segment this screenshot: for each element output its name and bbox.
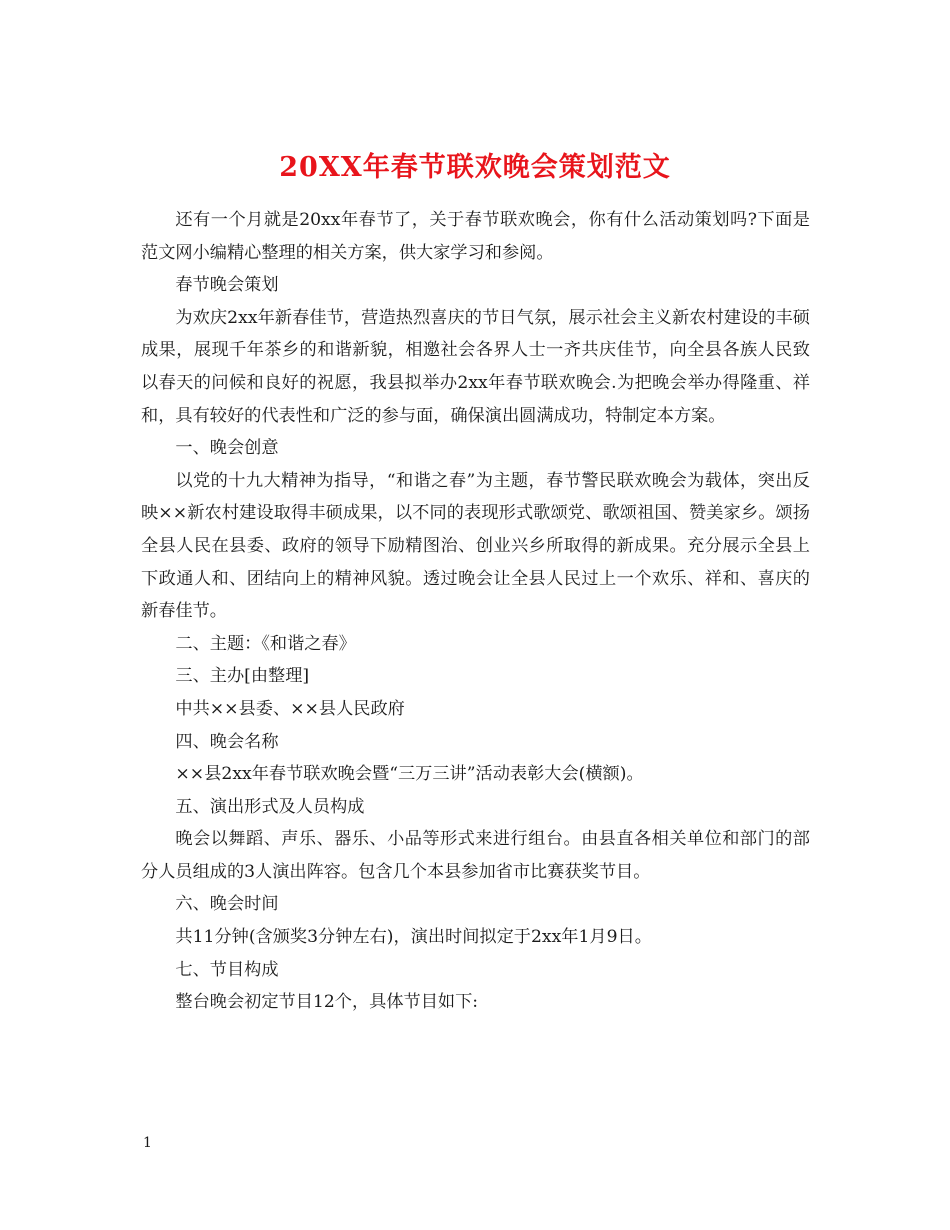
section-heading-host: 三、主办[由整理]	[175, 666, 310, 687]
paragraph-intro: 还有一个月就是20xx年春节了，关于春节联欢晚会，你有什么活动策划吗?下面是范文网小编精心整理的相关方案，供大家学习和参阅。	[141, 210, 810, 263]
section-heading-program: 七、节目构成	[175, 959, 279, 980]
section-heading-format: 五、演出形式及人员构成	[175, 796, 365, 817]
page-number: 1	[143, 1135, 152, 1151]
paragraph-time: 共11分钟(含颁奖3分钟左右)，演出时间拟定于2xx年1月9日。	[175, 927, 652, 948]
section-heading-name: 四、晚会名称	[175, 731, 279, 752]
document-title: 20XX年春节联欢晚会策划范文	[279, 152, 671, 184]
document-body	[141, 204, 810, 1019]
section-heading-time: 六、晚会时间	[175, 894, 279, 915]
paragraph-name: ××县2xx年春节联欢晚会暨“三万三讲”活动表彰大会(横额)。	[175, 764, 644, 785]
section-heading-idea: 一、晚会创意	[175, 438, 279, 459]
paragraph-heading-plan: 春节晚会策划	[175, 275, 279, 296]
paragraph-format: 晚会以舞蹈、声乐、器乐、小品等形式来进行组台。由县直各相关单位和部门的部分人员组成的3人演出阵容。包含几个本县参加省市比赛获奖节目。	[141, 829, 810, 882]
paragraph-host: 中共××县委、××县人民政府	[175, 698, 405, 719]
section-heading-theme: 二、主题：《和谐之春》	[175, 633, 356, 654]
paragraph-purpose: 为欢庆2xx年新春佳节，营造热烈喜庆的节日气氛，展示社会主义新农村建设的丰硕成果，展现千年茶乡的和谐新貌，相邀社会各界人士一齐共庆佳节，向全县各族人民致以春天的问候和良好的祝愿，我县拟举办2xx年春节联欢晚会.为把晚会举办得隆重、祥和，具有较好的代表性和广泛的参与面，确保演出圆满成功，特制定本方案。	[141, 307, 810, 426]
paragraph-idea: 以党的十九大精神为指导，“和谐之春”为主题，春节警民联欢晚会为载体，突出反映××新农村建设取得丰硕成果，以不同的表现形式歌颂党、歌颂祖国、赞美家乡。颂扬全县人民在县委、政府的领导下励精图治、创业兴乡所取得的新成果。充分展示全县上下政通人和、团结向上的精神风貌。透过晚会让全县人民过上一个欢乐、祥和、喜庆的新春佳节。	[141, 470, 810, 622]
paragraph-program: 整台晚会初定节目12个，具体节目如下:	[175, 992, 479, 1013]
